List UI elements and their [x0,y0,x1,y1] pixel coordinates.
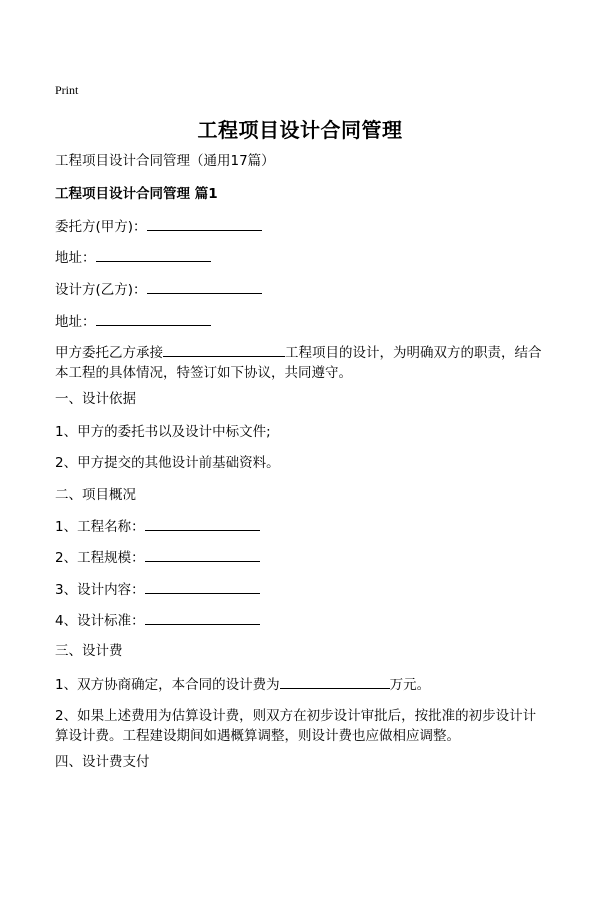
overview-name-field [55,516,260,537]
address-blank-2 [96,311,211,326]
print-label: Print [55,83,79,97]
fee-item-1 [55,674,430,695]
overview-content-blank [145,579,260,594]
address-field-2 [55,311,211,332]
fee-amount-blank [280,674,390,689]
payment-heading: 四、设计费支付 [55,754,150,770]
client-field [55,216,262,237]
overview-scale-blank [145,547,260,562]
designer-blank [147,279,262,294]
overview-content-field [55,579,260,600]
overview-scale-field [55,547,260,568]
overview-scale-label: 2、工程规模： [55,550,145,566]
designer-field [55,279,262,300]
overview-standard-blank [145,610,260,625]
address-label-1: 地址： [55,250,96,266]
overview-content-label: 3、设计内容： [55,582,145,598]
basis-item-1: 1、甲方的委托书以及设计中标文件; [55,424,271,440]
address-label-2: 地址： [55,314,96,330]
basis-item-2: 2、甲方提交的其他设计前基础资料。 [55,455,280,471]
intro-part2: 工程项目的设计，为明确双方的职责，结合本工程的具体情况，特签订如下协议，共同遵守。 [55,345,542,381]
document-subtitle: 工程项目设计合同管理（通用17篇） [55,153,275,169]
client-label: 委托方(甲方)： [55,219,147,235]
basis-heading: 一、设计依据 [55,391,136,407]
designer-label: 设计方(乙方)： [55,282,147,298]
project-name-blank [163,342,285,357]
fee-item-1-part2: 万元。 [389,677,431,693]
intro-part1: 甲方委托乙方承接 [55,345,163,361]
section-heading: 工程项目设计合同管理 篇1 [55,186,218,202]
address-blank-1 [96,247,211,262]
overview-standard-label: 4、设计标准： [55,613,145,629]
client-blank [147,216,262,231]
overview-name-blank [145,516,260,531]
overview-heading: 二、项目概况 [55,487,136,503]
intro-paragraph [55,342,545,383]
fee-heading: 三、设计费 [55,643,123,659]
overview-name-label: 1、工程名称： [55,519,145,535]
fee-item-1-part1: 1、双方协商确定，本合同的设计费为 [55,677,280,693]
page-title: 工程项目设计合同管理 [197,118,403,142]
overview-standard-field [55,610,260,631]
fee-item-2: 2、如果上述费用为估算设计费，则双方在初步设计审批后，按批准的初步设计计算设计费。工程建设期间如遇概算调整，则设计费也应做相应调整。 [55,708,537,744]
address-field-1 [55,247,211,268]
